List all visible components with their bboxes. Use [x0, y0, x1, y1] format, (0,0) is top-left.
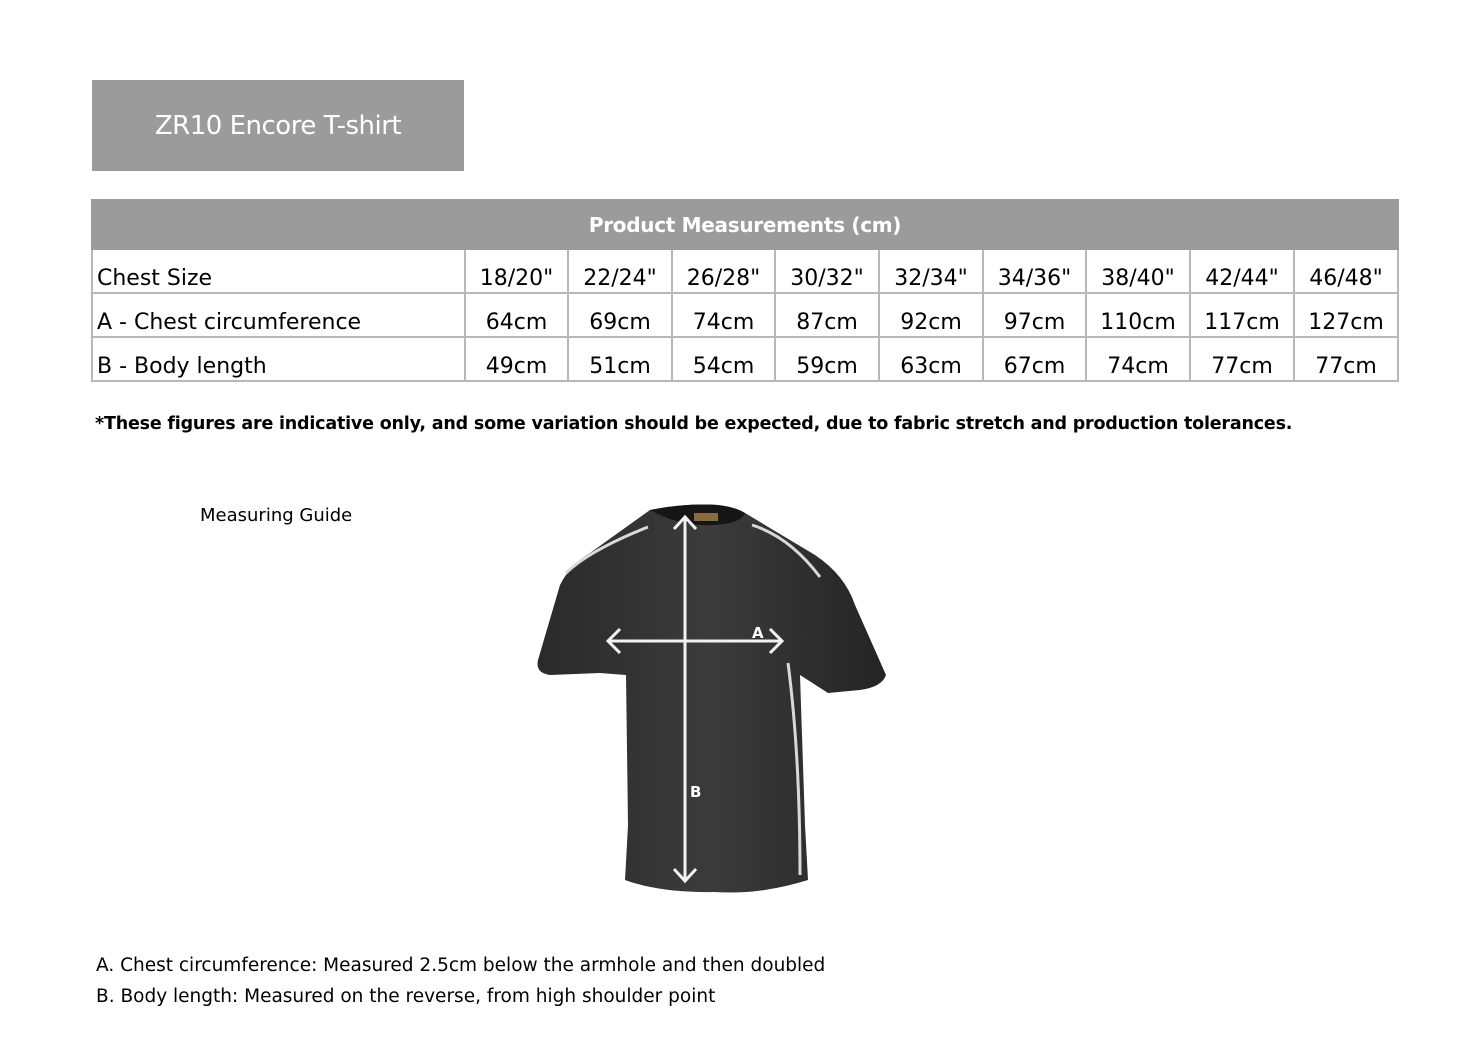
footnote-a: A. Chest circumference: Measured 2.5cm below the armhole and then doubled — [96, 955, 826, 976]
table-cell: 22/24" — [568, 249, 672, 293]
table-cell: 67cm — [983, 337, 1086, 381]
table-cell: 74cm — [1086, 337, 1190, 381]
table-row — [92, 249, 1398, 293]
label-a: A — [752, 624, 764, 642]
row-label: B - Body length — [92, 337, 465, 381]
table-cell: 77cm — [1294, 337, 1398, 381]
table-cell: 51cm — [568, 337, 672, 381]
footnote-b: B. Body length: Measured on the reverse, from high shoulder point — [96, 986, 716, 1007]
tshirt-diagram — [530, 495, 900, 900]
table-cell: 127cm — [1294, 293, 1398, 337]
table-cell: 42/44" — [1190, 249, 1294, 293]
table-row — [92, 293, 1398, 337]
table-cell: 32/34" — [879, 249, 983, 293]
table-cell: 64cm — [465, 293, 568, 337]
label-b: B — [690, 783, 702, 801]
tshirt-body — [538, 505, 887, 893]
table-cell: 63cm — [879, 337, 983, 381]
table-row — [92, 337, 1398, 381]
tolerance-note: *These figures are indicative only, and some variation should be expected, due to fabric stretch and production tolerances. — [95, 414, 1293, 434]
measuring-guide-label: Measuring Guide — [200, 505, 353, 526]
table-cell: 74cm — [672, 293, 775, 337]
table-cell: 77cm — [1190, 337, 1294, 381]
table-cell: 117cm — [1190, 293, 1294, 337]
table-cell: 18/20" — [465, 249, 568, 293]
table-cell: 54cm — [672, 337, 775, 381]
table-header: Product Measurements (cm) — [92, 200, 1398, 249]
label-tag — [694, 513, 718, 521]
table-cell: 110cm — [1086, 293, 1190, 337]
measurements-table — [91, 199, 1399, 382]
table-cell: 69cm — [568, 293, 672, 337]
table-cell: 38/40" — [1086, 249, 1190, 293]
row-label: Chest Size — [92, 249, 465, 293]
table-cell: 97cm — [983, 293, 1086, 337]
row-label: A - Chest circumference — [92, 293, 465, 337]
table-cell: 87cm — [775, 293, 879, 337]
table-cell: 26/28" — [672, 249, 775, 293]
table-cell: 92cm — [879, 293, 983, 337]
product-title: ZR10 Encore T-shirt — [92, 80, 464, 171]
table-cell: 34/36" — [983, 249, 1086, 293]
table-cell: 46/48" — [1294, 249, 1398, 293]
table-cell: 59cm — [775, 337, 879, 381]
table-cell: 49cm — [465, 337, 568, 381]
table-cell: 30/32" — [775, 249, 879, 293]
